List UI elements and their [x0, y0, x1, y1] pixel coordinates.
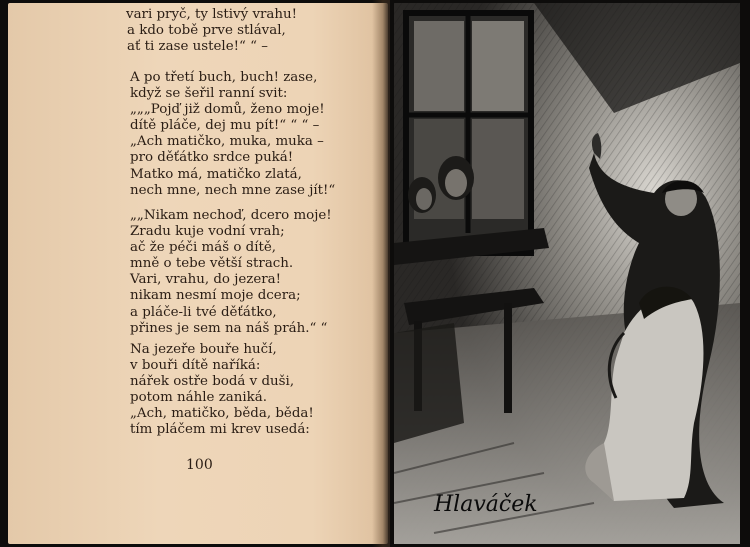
poem-line: ať ti zase ustele!“ “ – [127, 39, 268, 55]
poem-line: Vari, vrahu, do jezera! [130, 272, 282, 288]
poem-line: pro děťátko srdce puká! [130, 150, 294, 166]
illustration-page [394, 3, 740, 544]
poem-line: nářek ostře bodá v duši, [130, 374, 295, 390]
poem-line: Zradu kuje vodní vrah; [130, 224, 285, 240]
window [394, 13, 549, 265]
poem-line: ač že péči máš o dítě, [130, 240, 277, 256]
charcoal-illustration [394, 3, 740, 544]
poem-line: „Ach, matičko, běda, běda! [130, 406, 314, 422]
poem-line: tím pláčem mi krev usedá: [130, 422, 310, 438]
poem-line: nech mne, nech mne zase jít!“ [130, 182, 336, 198]
poem-line: „Ach matičko, muka, muka – [130, 134, 324, 150]
poem-line: potom náhle zaniká. [130, 390, 268, 406]
poem-line: v bouři dítě naříká: [130, 358, 261, 374]
artist-signature: Hlaváček [434, 492, 538, 517]
stanza-3 [120, 208, 332, 337]
poem-line: a kdo tobě prve stlával, [127, 23, 286, 39]
left-page [8, 3, 388, 544]
poem-line: nikam nesmí moje dcera; [130, 288, 301, 304]
poem-line: „„„Pojď již domů, ženo moje! [130, 102, 325, 118]
stanza-2 [120, 70, 335, 199]
poem-line: Na jezeře bouře hučí, [130, 342, 277, 357]
poem-line: „„Nikam nechoď, dcero moje! [130, 208, 332, 223]
poem-line: A po třetí buch, buch! zase, [130, 70, 318, 85]
poem-line: když se šeřil ranní svit: [130, 86, 288, 102]
page-number: 100 [186, 457, 213, 473]
poem-line: a pláče-li tvé děťátko, [130, 304, 277, 320]
poem-line: dítě pláče, dej mu pít!“ “ “ – [130, 118, 320, 134]
poem-line: Matko má, matičko zlatá, [130, 166, 302, 182]
poem-line: přines je sem na náš práh.“ “ [130, 320, 328, 336]
book-gutter [372, 0, 390, 547]
poem-line: mně o tebe větší strach. [130, 256, 294, 272]
stanza-4 [120, 342, 314, 439]
stanza-1 [126, 7, 297, 55]
poem-line: vari pryč, ty lstivý vrahu! [126, 7, 298, 22]
